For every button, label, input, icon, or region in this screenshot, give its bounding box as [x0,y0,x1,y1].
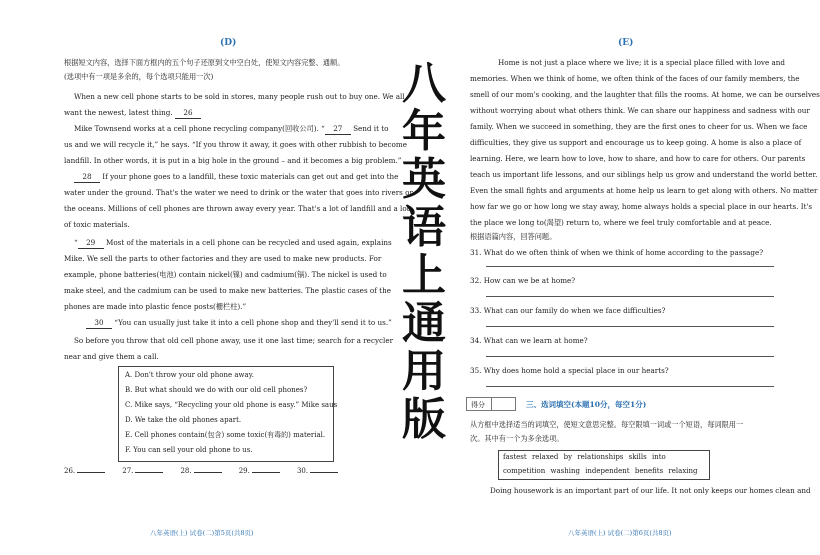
answer-line-32[interactable] [486,296,774,297]
passage-line: us and we will recycle it,” he says. “If you throw it away, it goes with other rubbish to become [64,140,407,149]
option-e: E. Cell phones contain(包含) some toxic(有毒的) material. [125,431,326,439]
passage-line: make steel, and the cadmium can be used to make new batteries. The plastic cases of the [64,286,391,295]
passage-line: want the newest, latest thing. 26 [64,108,384,119]
passage-line: Mike. We sell the parts to other factories and they are used to make new products. For [64,254,382,263]
page-footer-right: 八年英语(上) 试卷(二)第6页(共8页) [568,529,672,537]
answer-line-33[interactable] [486,326,774,327]
passage-line: difficulties, they give us support and encourage us to keep going. A home is also a place of [470,138,802,147]
stamp-char: 用 [402,346,446,397]
question-32: 32. How can we be at home? [470,276,576,285]
answer-line-35[interactable] [486,386,774,387]
stamp-char: 版 [402,394,446,445]
passage-line: family. When we succeed in something, they are the first ones to cheer for us. When we face [470,122,808,131]
word-bank-row: fastest relaxed by relationships skills into [503,453,666,461]
score-label: 得分 [471,401,485,409]
answer-field-30[interactable] [310,472,338,473]
answer-field-29[interactable] [252,472,280,473]
stamp-char: 英 [402,154,446,205]
option-a: A. Don't throw your old phone away. [125,371,254,379]
passage-line: water under the ground. That's the water we need to drink or the water that goes into rivers or [64,188,413,197]
passage-line: teach us important life lessons, and our siblings help us grow and understand the world better. [470,170,818,179]
passage-line: “ 29 Most of the materials in a cell phone can be recycled and used again, explains [74,238,392,247]
passage-line: memories. When we think of home, we often think of the faces of our family members, the [470,74,800,83]
answer-line-34[interactable] [486,356,774,357]
stamp-char: 通 [402,298,446,349]
instruction: 根据语篇内容，回答问题。 [470,232,557,241]
word-bank-row: competition washing independent benefits relaxing [503,467,698,475]
option-d: D. We take the old phones apart. [125,416,242,424]
question-34: 34. What can we learn at home? [470,336,588,345]
edition-stamp [398,60,450,444]
passage-line: Home is not just a place where we live; it is a special place filled with love and [498,58,786,67]
stamp-char: 年 [402,106,446,157]
question-31: 31. What do we often think of when we think of home according to the passage? [470,248,764,257]
stamp-char: 上 [402,250,446,301]
passage-line: the place we long to(渴望) return to, where we feel truly comfortable and at peace. [470,218,772,227]
right-page [458,0,820,555]
option-b: B. But what should we do with our old cell phones? [125,386,308,394]
passage-line: without worrying about what others think. We can share our happiness and sadness with our [470,106,810,115]
score-box [466,397,516,411]
passage-line: the oceans. Millions of cell phones are thrown away every year. That's a lot of landfill and a lot [64,204,410,213]
passage-line: Doing housework is an important part of our life. It not only keeps our homes clean and [490,486,811,495]
passage-line: 30 “You can usually just take it into a cell phone shop and they'll send it to us.” [64,318,384,329]
answer-field-26[interactable] [77,472,105,473]
passage-line: Mike Townsend works at a cell phone recycling company(回收公司). “ 27 Send it to [74,124,389,133]
passage-line: landfill. In other words, it is put in a big hole in the ground – and it becomes a big problem.” [64,156,402,165]
passage-line: So before you throw that old cell phone away, use it one last time; search for a recycler [74,336,394,345]
blank-29[interactable]: 29 [78,238,104,249]
passage-line: of toxic materials. [64,220,130,229]
word-bank-box [498,450,710,480]
blank-28[interactable]: 28 [74,172,100,183]
blank-27[interactable]: 27 [325,124,351,135]
blank-26[interactable]: 26 [175,108,201,119]
passage-line: phones are made into plastic fence posts(栅栏柱).” [64,302,247,311]
passage-line: smell of our mom's cooking, and the laughter that fills the rooms. At home, we can be ourselves [470,90,820,99]
intro-line: (选项中有一项是多余的，每个选项只能用一次) [64,72,214,81]
answer-row: 26. 27. 28. 29. 30. [64,467,353,475]
passage-line: When a new cell phone starts to be sold in stores, many people rush out to buy one. We all [74,92,405,101]
passage-line: near and give them a call. [64,352,159,361]
page-footer-left: 八年英语(上) 试卷(二)第5页(共8页) [150,529,254,537]
passage-line: example, phone batteries(电池) contain nickel(镍) and cadmium(镉). The nickel is used to [64,270,387,279]
options-box [118,366,338,462]
stamp-char: 语 [402,202,446,253]
question-35: 35. Why does home hold a special place in our hearts? [470,366,669,375]
passage-line: 28 If your phone goes to a landfill, these toxic materials can get out and get into the [64,172,384,183]
section-d-title: (D) [220,38,237,48]
intro-line: 根据短文内容，选择下面方框内的五个句子还原到文中空白处，使短文内容完整、通顺。 [64,58,345,67]
option-c: C. Mike says, “Recycling your old phone is easy.” Mike saus [125,401,338,409]
answer-field-27[interactable] [135,472,163,473]
section-e-title: (E) [618,38,634,48]
passage-line: learning. Here, we learn how to love, how to share, and how to care for others. Our parents [470,154,806,163]
question-33: 33. What can our family do when we face difficulties? [470,306,666,315]
option-f: F. You can sell your old phone to us. [125,446,253,454]
section-3-instruction: 次。其中有一个为多余选项。 [470,434,564,443]
section-3-title: 三、选词填空(本题10分，每空1分) [526,400,647,409]
section-3-instruction: 从方框中选择适当的词填空，使短文意思完整。每空限填一词或一个短语，每词限用一 [470,420,744,429]
answer-line-31[interactable] [486,266,774,267]
stamp-char: 八 [402,58,446,109]
passage-line: Even the small fights and arguments at home help us learn to get along with others. No matter [470,186,818,195]
passage-line: how far we go or how long we stay away, home always holds a special place in our hearts. It's [470,202,813,211]
blank-30[interactable]: 30 [86,318,112,329]
answer-field-28[interactable] [194,472,222,473]
